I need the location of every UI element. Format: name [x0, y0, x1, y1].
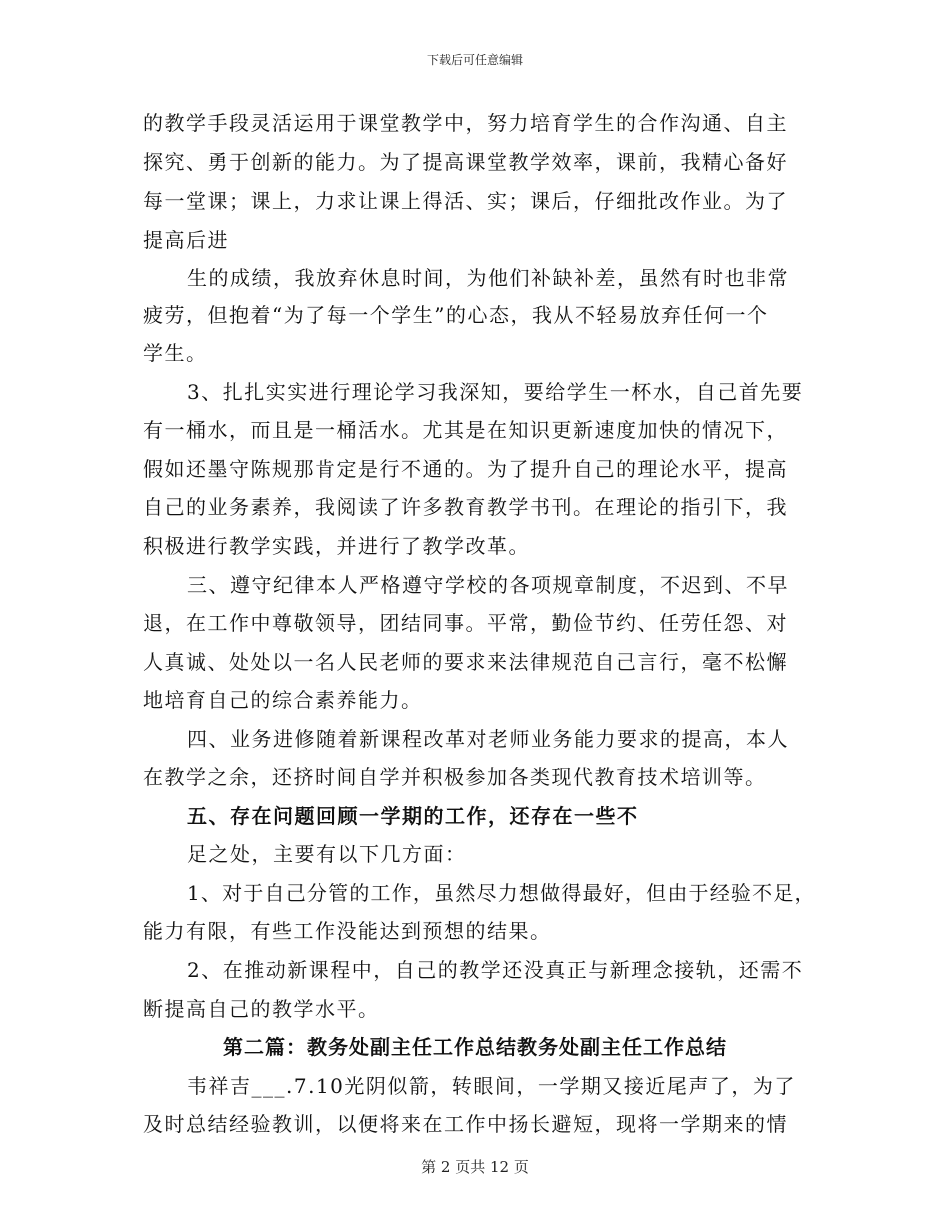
body-line: 韦祥吉___.7.10光阴似箭，转眼间，一学期又接近尾声了，为了: [187, 1074, 796, 1098]
body-line: 积极进行教学实践，并进行了教学改革。: [143, 534, 530, 558]
body-line: 人真诚、处处以一名人民老师的要求来法律规范自己言行，毫不松懈: [143, 650, 788, 674]
body-line: 断提高自己的教学水平。: [143, 997, 380, 1021]
page-footer: 第 2 页共 12 页: [421, 1158, 529, 1176]
body-line: 的教学手段灵活运用于课堂教学中，努力培育学生的合作沟通、自主: [143, 111, 788, 135]
body-line: 学生。: [143, 341, 208, 365]
page-header: 下载后可任意编辑: [426, 53, 523, 67]
body-line: 三、遵守纪律本人严格遵守学校的各项规章制度，不迟到、不早: [187, 573, 789, 597]
body-line: 地培育自己的综合素养能力。: [143, 688, 423, 712]
body-line: 每一堂课；课上，力求让课上得活、实；课后，仔细批改作业。为了: [143, 189, 788, 213]
body-line: 提高后进: [143, 228, 229, 252]
body-line: 疲劳，但抱着“为了每一个学生”的心态，我从不轻易放弃任何一个: [143, 303, 769, 327]
body-line: 退，在工作中尊敬领导，团结同事。平常，勤俭节约、任劳任怨、对: [143, 611, 788, 635]
body-line: 在教学之余，还挤时间自学并积极参加各类现代教育技术培训等。: [143, 765, 767, 789]
body-line: 自己的业务素养，我阅读了许多教育教学书刊。在理论的指引下，我: [143, 495, 788, 519]
chapter-title: 第二篇：教务处副主任工作总结教务处副主任工作总结: [223, 1035, 727, 1059]
body-line: 假如还墨守陈规那肯定是行不通的。为了提升自己的理论水平，提高: [143, 457, 788, 481]
body-line: 2、在推动新课程中，自己的教学还没真正与新理念接轨，还需不: [187, 958, 804, 982]
body-line: 3、扎扎实实进行理论学习我深知，要给学生一杯水，自己首先要: [187, 380, 804, 404]
section-heading: 五、存在问题回顾一学期的工作，还存在一些不: [187, 804, 639, 828]
body-line: 能力有限，有些工作没能达到预想的结果。: [143, 919, 552, 943]
body-line: 有一桶水，而且是一桶活水。尤其是在知识更新速度加快的情况下，: [143, 418, 788, 442]
body-line: 及时总结经验教训，以便将来在工作中扬长避短，现将一学期来的情: [143, 1112, 788, 1136]
body-line: 探究、勇于创新的能力。为了提高课堂教学效率，课前，我精心备好: [143, 150, 788, 174]
body-line: 生的成绩，我放弃休息时间，为他们补缺补差，虽然有时也非常: [187, 266, 789, 290]
body-line: 四、业务进修随着新课程改革对老师业务能力要求的提高，本人: [187, 727, 789, 751]
body-line: 1、对于自己分管的工作，虽然尽力想做得最好，但由于经验不足，: [187, 881, 816, 905]
body-line: 足之处，主要有以下几方面：: [187, 842, 467, 866]
